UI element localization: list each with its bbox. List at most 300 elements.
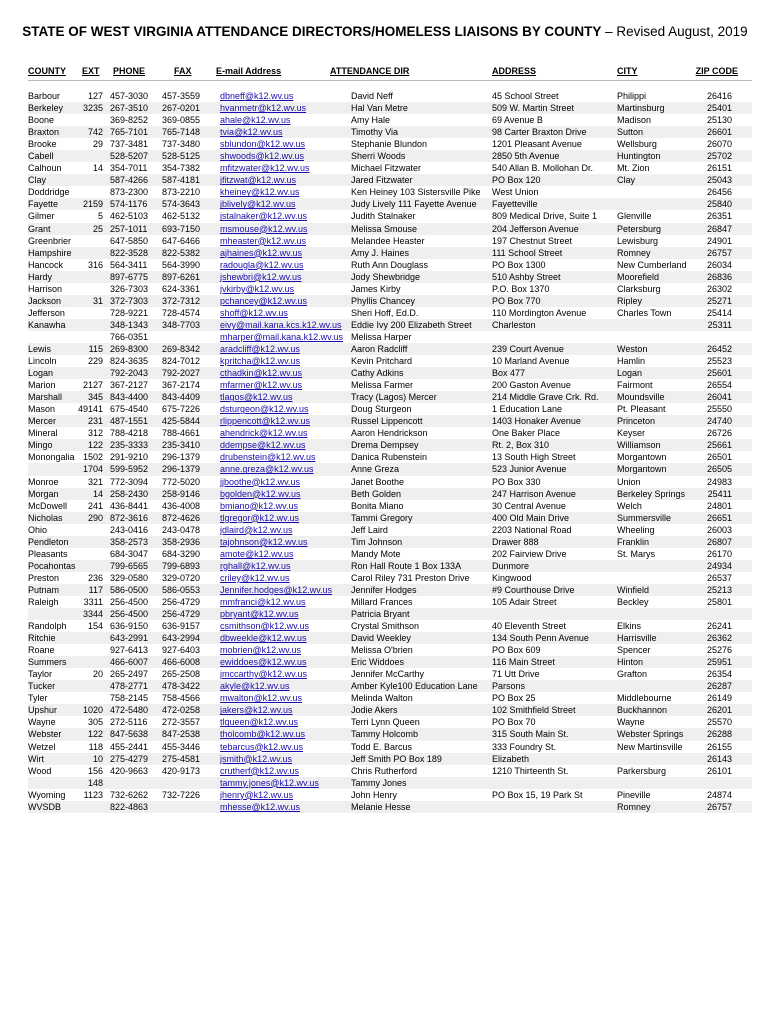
email-link[interactable]: mheaster@k12.wv.us	[220, 235, 307, 246]
fax-cell: 457-3559	[162, 91, 201, 101]
phone-cell: 528-5207	[110, 151, 149, 162]
address-cell: 809 Medical Drive, Suite 1	[492, 211, 598, 222]
email-link[interactable]: ewiddoes@k12.wv.us	[220, 657, 307, 668]
phone-cell: 265-2497	[110, 669, 149, 680]
phone-cell: 728-9221	[110, 307, 149, 318]
city-cell: Lewisburg	[617, 235, 659, 246]
email-link[interactable]: tebarcus@k12.wv.us	[220, 741, 304, 752]
director-cell: Sheri Hoff, Ed.D.	[351, 307, 419, 318]
email-link[interactable]: ddempse@k12.wv.us	[220, 440, 306, 451]
county-cell: Greenbrier	[28, 235, 72, 246]
table-row	[28, 223, 752, 235]
phone-cell: 792-2043	[110, 368, 149, 379]
zip-cell: 25951	[706, 657, 732, 668]
director-cell: Anne Greza	[351, 464, 400, 475]
table-row	[28, 692, 752, 704]
director-cell: Tracy (Lagos) Mercer	[351, 392, 437, 403]
phone-cell: 348-1343	[110, 319, 149, 330]
header-city: CITY	[617, 66, 638, 76]
zip-cell: 26041	[706, 392, 732, 403]
fax-cell: 843-4409	[162, 392, 201, 403]
table-row	[28, 283, 752, 295]
phone-cell: 788-4218	[110, 428, 149, 439]
city-cell: Berkeley Springs	[617, 488, 686, 499]
county-cell: Preston	[28, 572, 60, 583]
phone-cell: 765-7101	[110, 127, 149, 138]
director-cell: Bonita Miano	[351, 500, 404, 511]
address-cell: 40 Eleventh Street	[492, 621, 567, 632]
director-cell: Melissa Smouse	[351, 223, 418, 234]
zip-cell: 26726	[706, 428, 732, 439]
email-link[interactable]: jsmith@k12.wv.us	[220, 753, 292, 764]
director-cell: James Kirby	[351, 283, 401, 294]
fax-cell: 425-5844	[162, 416, 201, 427]
director-cell: Hal Van Metre	[351, 103, 408, 114]
director-cell: Jared Fitzwater	[351, 175, 413, 186]
director-cell: Melissa O'brien	[351, 645, 413, 656]
county-cell: Raleigh	[28, 596, 59, 607]
address-cell: Dunmore	[492, 560, 530, 571]
email-link[interactable]: jakers@k12.wv.us	[220, 705, 293, 716]
email-link[interactable]: jhenry@k12.wv.us	[220, 789, 293, 800]
zip-cell: 25311	[707, 319, 732, 330]
county-cell: Mason	[28, 404, 56, 415]
county-cell: Kanawha	[28, 319, 66, 330]
email-link[interactable]: jmccarthy@k12.wv.us	[220, 669, 307, 680]
ext-cell: 14	[92, 488, 103, 499]
address-cell: PO Box 70	[492, 717, 536, 728]
county-cell: Berkeley	[28, 103, 64, 114]
fax-cell: 732-7226	[162, 789, 201, 800]
email-link[interactable]: tvia@k12.wv.us	[220, 127, 283, 138]
table-row	[28, 536, 752, 548]
email-link[interactable]: Jennifer.hodges@k12.wv.us	[220, 584, 333, 595]
email-link[interactable]: ahendrick@k12.wv.us	[220, 428, 308, 439]
email-link[interactable]: pchancey@k12.wv.us	[220, 295, 308, 306]
zip-cell: 26354	[706, 669, 732, 680]
ext-cell: 231	[87, 416, 103, 427]
county-cell: Ritchie	[28, 633, 56, 644]
county-cell: Grant	[28, 223, 51, 234]
email-link[interactable]: tholcomb@k12.wv.us	[220, 729, 306, 740]
phone-cell: 824-3635	[110, 356, 149, 367]
zip-cell: 25840	[706, 199, 732, 210]
director-cell: Carol Riley 731 Preston Drive	[351, 572, 470, 583]
email-link[interactable]: jdlaird@k12.wv.us	[220, 524, 293, 535]
ext-cell: 3311	[83, 596, 103, 607]
fax-cell: 873-2210	[162, 187, 201, 198]
address-cell: 110 Mordington Avenue	[492, 307, 587, 318]
table-row	[28, 656, 752, 668]
table-row	[28, 102, 752, 114]
email-link[interactable]: tajohnson@k12.wv.us	[220, 536, 308, 547]
director-cell: Tammi Gregory	[351, 512, 413, 523]
phone-cell: 737-3481	[110, 139, 149, 150]
email-link[interactable]: mhesse@k12.wv.us	[220, 801, 300, 812]
address-cell: 105 Adair Street	[492, 596, 557, 607]
director-cell: Jody Shewbridge	[351, 271, 421, 282]
address-cell: PO Box 25	[492, 693, 536, 704]
zip-cell: 25801	[706, 596, 732, 607]
director-cell: David Neff	[351, 91, 393, 101]
fax-cell: 693-7150	[162, 223, 201, 234]
email-link[interactable]: tlqueen@k12.wv.us	[220, 717, 299, 728]
email-link[interactable]: akyle@k12.wv.us	[220, 681, 290, 692]
email-link[interactable]: mwalton@k12.wv.us	[220, 693, 302, 704]
table-row	[28, 391, 752, 403]
fax-cell: 824-7012	[162, 356, 201, 367]
fax-cell: 758-4566	[162, 693, 201, 704]
director-cell: Amy J. Haines	[351, 247, 410, 258]
email-link[interactable]: jshewbri@k12.wv.us	[220, 271, 302, 282]
county-cell: Wood	[28, 765, 52, 776]
email-link[interactable]: dbneff@k12.wv.us	[220, 91, 294, 101]
email-link[interactable]: mmfranci@k12.wv.us	[220, 596, 306, 607]
table-row	[28, 753, 752, 765]
ext-cell: 290	[87, 512, 103, 523]
director-cell: Timothy Via	[351, 127, 399, 138]
county-cell: Pendleton	[28, 536, 69, 547]
table-row	[28, 235, 752, 247]
address-cell: 400 Old Main Drive	[492, 512, 570, 523]
address-cell: P.O. Box 1370	[492, 283, 550, 294]
email-link[interactable]: mfarmer@k12.wv.us	[220, 380, 302, 391]
zip-cell: 24983	[706, 476, 732, 487]
city-cell: Pineville	[617, 789, 651, 800]
county-cell: Cabell	[28, 151, 54, 162]
ext-cell: 148	[87, 777, 103, 788]
address-cell: 509 W. Martin Street	[492, 103, 575, 114]
ext-cell: 127	[87, 91, 103, 101]
email-link[interactable]: jstalnaker@k12.wv.us	[220, 211, 308, 222]
county-cell: Morgan	[28, 488, 59, 499]
city-cell: St. Marys	[617, 548, 656, 559]
county-cell: Barbour	[28, 91, 61, 101]
county-cell: Hancock	[28, 259, 64, 270]
email-link[interactable]: tammy.jones@k12.wv.us	[220, 777, 319, 788]
address-cell: 333 Foundry St.	[492, 741, 557, 752]
fax-cell: 258-9146	[162, 488, 201, 499]
email-link[interactable]: tlgregor@k12.wv.us	[220, 512, 300, 523]
county-cell: Harrison	[28, 283, 63, 294]
phone-cell: 478-2771	[110, 681, 149, 692]
fax-cell: 296-1379	[162, 452, 201, 463]
director-cell: Tim Johnson	[351, 536, 403, 547]
director-cell: Doug Sturgeon	[351, 404, 412, 415]
fax-cell: 636-9157	[162, 621, 201, 632]
ext-cell: 115	[88, 343, 103, 354]
table-row	[28, 259, 752, 271]
fax-cell: 354-7382	[162, 163, 201, 174]
fax-cell: 256-4729	[162, 609, 201, 620]
email-link[interactable]: anne.greza@k12.wv.us	[220, 464, 314, 475]
address-cell: Fayetteville	[492, 199, 538, 210]
zip-cell: 25271	[706, 295, 732, 306]
county-cell: Pleasants	[28, 548, 68, 559]
phone-cell: 243-0416	[110, 524, 149, 535]
table-row	[28, 379, 752, 391]
phone-cell: 647-5850	[110, 235, 149, 246]
county-cell: Hampshire	[28, 247, 72, 258]
phone-cell: 256-4500	[110, 596, 149, 607]
phone-cell: 455-2441	[110, 741, 149, 752]
zip-cell: 26757	[706, 801, 732, 812]
zip-cell: 26151	[706, 163, 732, 174]
zip-cell: 24801	[706, 500, 732, 511]
county-cell: Wayne	[28, 717, 56, 728]
phone-cell: 436-8441	[110, 500, 149, 511]
table-row	[28, 476, 752, 488]
ext-cell: 20	[92, 669, 103, 680]
email-link[interactable]: shoff@k12.wv.us	[220, 307, 288, 318]
city-cell: Romney	[617, 247, 651, 258]
city-cell: Logan	[617, 368, 643, 379]
city-cell: Grafton	[617, 669, 648, 680]
city-cell: Glenville	[617, 211, 652, 222]
email-link[interactable]: jblively@k12.wv.us	[220, 199, 296, 210]
address-cell: 202 Fairview Drive	[492, 548, 567, 559]
address-cell: 2203 National Road	[492, 524, 572, 535]
email-link[interactable]: jjboothe@k12.wv.us	[220, 476, 301, 487]
zip-cell: 24874	[706, 789, 732, 800]
zip-cell: 26757	[706, 247, 732, 258]
address-cell: 239 Court Avenue	[492, 343, 564, 354]
email-link[interactable]: mfitzwater@k12.wv.us	[220, 163, 310, 174]
address-cell: 45 School Street	[492, 91, 559, 101]
email-link[interactable]: cthadkin@k12.wv.us	[220, 368, 303, 379]
city-cell: New Cumberland	[617, 259, 687, 270]
phone-cell: 843-4400	[110, 392, 149, 403]
fax-cell: 847-2538	[162, 729, 201, 740]
address-cell: 111 School Street	[492, 247, 563, 258]
city-cell: Hinton	[617, 657, 644, 668]
email-link[interactable]: amote@k12.wv.us	[220, 548, 294, 559]
phone-cell: 799-6565	[110, 560, 149, 571]
table-row	[28, 451, 752, 463]
address-cell: 10 Marland Avenue	[492, 356, 570, 367]
table-row	[28, 608, 752, 620]
address-cell: PO Box 609	[492, 645, 541, 656]
header-county: COUNTY	[28, 66, 66, 76]
city-cell: Hamlin	[617, 356, 646, 367]
phone-cell: 872-3616	[110, 512, 149, 523]
county-cell: Upshur	[28, 705, 58, 716]
ext-cell: 117	[88, 584, 103, 595]
county-cell: Jackson	[28, 295, 62, 306]
email-link[interactable]: kpritcha@k12.wv.us	[220, 356, 300, 367]
fax-cell: 466-6008	[162, 657, 201, 668]
ext-cell: 1704	[82, 464, 103, 475]
fax-cell: 765-7148	[162, 127, 201, 138]
fax-cell: 788-4661	[162, 428, 201, 439]
county-cell: Tucker	[28, 681, 56, 692]
email-link[interactable]: jfitzwat@k12.wv.us	[220, 175, 296, 186]
city-cell: Keyser	[617, 428, 646, 439]
city-cell: Huntington	[617, 151, 661, 162]
county-cell: Wetzel	[28, 741, 56, 752]
ext-cell: 31	[92, 295, 103, 306]
email-link[interactable]: dsturgeon@k12.wv.us	[220, 404, 309, 415]
county-cell: Randolph	[28, 621, 67, 632]
fax-cell: 235-3410	[162, 440, 201, 451]
email-link[interactable]: dbweekle@k12.wv.us	[220, 633, 307, 644]
ext-cell: 1123	[83, 789, 103, 800]
address-cell: 30 Central Avenue	[492, 500, 566, 511]
director-cell: Danica Rubenstein	[351, 452, 428, 463]
email-link[interactable]: drubenstein@k12.wv.us	[220, 452, 316, 463]
ext-cell: 2127	[82, 380, 103, 391]
email-link[interactable]: rghall@k12.wv.us	[220, 560, 291, 571]
address-cell: 98 Carter Braxton Drive	[492, 127, 587, 138]
ext-cell: 118	[88, 741, 103, 752]
director-cell: Patricia Bryant	[351, 609, 410, 620]
table-row	[28, 572, 752, 584]
zip-cell: 26003	[706, 524, 732, 535]
address-cell: 1210 Thirteenth St.	[492, 765, 569, 776]
ext-cell: 122	[87, 729, 103, 740]
zip-cell: 26287	[706, 681, 732, 692]
address-cell: Box 477	[492, 368, 526, 379]
ext-cell: 154	[87, 621, 103, 632]
email-link[interactable]: criley@k12.wv.us	[220, 572, 290, 583]
email-link[interactable]: aradcliff@k12.wv.us	[220, 343, 300, 354]
address-cell: Kingwood	[492, 572, 532, 583]
county-cell: Monongalia	[28, 452, 75, 463]
zip-cell: 26201	[706, 705, 732, 716]
director-cell: Todd E. Barcus	[351, 741, 413, 752]
city-cell: Union	[617, 476, 641, 487]
city-cell: Ripley	[617, 295, 643, 306]
address-cell: 197 Chestnut Street	[492, 235, 573, 246]
director-cell: Ken Heiney 103 Sistersville Pike	[351, 187, 481, 198]
phone-cell: 457-3030	[110, 91, 149, 101]
county-cell: Roane	[28, 645, 55, 656]
email-link[interactable]: sblundon@k12.wv.us	[220, 139, 306, 150]
ext-cell: 25	[92, 223, 103, 234]
address-cell: West Union	[492, 187, 539, 198]
table-row	[28, 704, 752, 716]
zip-cell: 26505	[706, 464, 732, 475]
email-link[interactable]: crutherf@k12.wv.us	[220, 765, 299, 776]
phone-cell: 258-2430	[110, 488, 149, 499]
email-link[interactable]: bmiano@k12.wv.us	[220, 500, 299, 511]
county-cell: Wirt	[28, 753, 44, 764]
county-cell: Boone	[28, 115, 55, 126]
email-link[interactable]: mharper@mail.kana.k12.wv.us	[220, 331, 344, 342]
table-row	[28, 789, 752, 801]
email-link[interactable]: kheiney@k12.wv.us	[220, 187, 300, 198]
city-cell: Morgantown	[617, 452, 667, 463]
fax-cell: 897-6261	[162, 271, 201, 282]
table-row	[28, 331, 752, 343]
director-cell: Melandee Heaster	[351, 235, 425, 246]
city-cell: Weston	[617, 343, 648, 354]
address-cell: 134 South Penn Avenue	[492, 633, 589, 644]
ext-cell: 236	[87, 572, 103, 583]
table-row	[28, 620, 752, 632]
director-cell: Eddie Ivy 200 Elizabeth Street	[351, 319, 472, 330]
table-row	[28, 584, 752, 596]
city-cell: Clay	[617, 175, 636, 186]
zip-cell: 26143	[706, 753, 732, 764]
ext-cell: 5	[97, 211, 103, 222]
fax-cell: 643-2994	[162, 633, 201, 644]
email-link[interactable]: bgolden@k12.wv.us	[220, 488, 301, 499]
header-ext: EXT	[82, 66, 100, 76]
ext-cell: 122	[87, 440, 103, 451]
zip-cell: 24740	[706, 416, 732, 427]
email-link[interactable]: msmouse@k12.wv.us	[220, 223, 308, 234]
fax-cell: 462-5132	[162, 211, 201, 222]
fax-cell: 675-7226	[162, 404, 201, 415]
email-link[interactable]: ajhaines@k12.wv.us	[220, 247, 303, 258]
email-link[interactable]: csmithson@k12.wv.us	[220, 621, 309, 632]
city-cell: Philippi	[617, 91, 647, 101]
city-cell: Pt. Pleasant	[617, 404, 666, 415]
director-cell: Amber Kyle100 Education Lane	[351, 681, 478, 692]
director-cell: Jodie Akers	[351, 705, 398, 716]
table-row	[28, 174, 752, 186]
table-row	[28, 644, 752, 656]
director-cell: Melissa Farmer	[351, 380, 414, 391]
ext-cell: 29	[92, 139, 103, 150]
email-link[interactable]: tlagos@k12.wv.us	[220, 392, 293, 403]
phone-cell: 586-0500	[110, 584, 149, 595]
table-row	[28, 488, 752, 500]
fax-cell: 728-4574	[162, 307, 201, 318]
director-cell: Amy Hale	[351, 115, 391, 126]
county-cell: Mineral	[28, 428, 58, 439]
phone-cell: 358-2573	[110, 536, 149, 547]
header-director: ATTENDANCE DIR	[330, 66, 410, 76]
email-link[interactable]: ahale@k12.wv.us	[220, 115, 291, 126]
phone-cell: 466-6007	[110, 657, 149, 668]
email-link[interactable]: mobrien@k12.wv.us	[220, 645, 301, 656]
phone-cell: 897-6775	[110, 271, 149, 282]
zip-cell: 26351	[706, 211, 732, 222]
city-cell: Buckhannon	[617, 705, 668, 716]
zip-cell: 26501	[706, 452, 732, 463]
ext-cell: 2159	[82, 199, 103, 210]
address-cell: PO Box 120	[492, 175, 541, 186]
phone-cell: 822-3528	[110, 247, 149, 258]
phone-cell: 291-9210	[110, 452, 149, 463]
email-link[interactable]: shwoods@k12.wv.us	[220, 151, 305, 162]
email-link[interactable]: hvanmetr@k12.wv.us	[220, 103, 307, 114]
email-link[interactable]: eivy@mail.kana.kcs.k12.wv.us	[220, 319, 342, 330]
zip-cell: 26456	[706, 187, 732, 198]
phone-cell: 329-0580	[110, 572, 149, 583]
phone-cell: 574-1176	[110, 199, 148, 210]
phone-cell: 822-4863	[110, 801, 149, 812]
director-cell: Aaron Radcliff	[351, 343, 408, 354]
ext-cell: 316	[87, 259, 103, 270]
county-cell: WVSDB	[28, 801, 62, 812]
director-cell: Drema Dempsey	[351, 440, 419, 451]
phone-cell: 367-2127	[110, 380, 149, 391]
fax-cell: 267-0201	[162, 103, 201, 114]
city-cell: Romney	[617, 801, 651, 812]
city-cell: Summersville	[617, 512, 672, 523]
email-link[interactable]: jvkirby@k12.wv.us	[220, 283, 294, 294]
email-link[interactable]: radougla@k12.wv.us	[220, 259, 304, 270]
phone-cell: 267-3510	[110, 103, 149, 114]
email-link[interactable]: rlippencott@k12.wv.us	[220, 416, 311, 427]
county-cell: Brooke	[28, 139, 57, 150]
address-cell: 1201 Pleasant Avenue	[492, 139, 582, 150]
fax-cell: 587-4181	[162, 175, 201, 186]
email-link[interactable]: pbryant@k12.wv.us	[220, 609, 299, 620]
